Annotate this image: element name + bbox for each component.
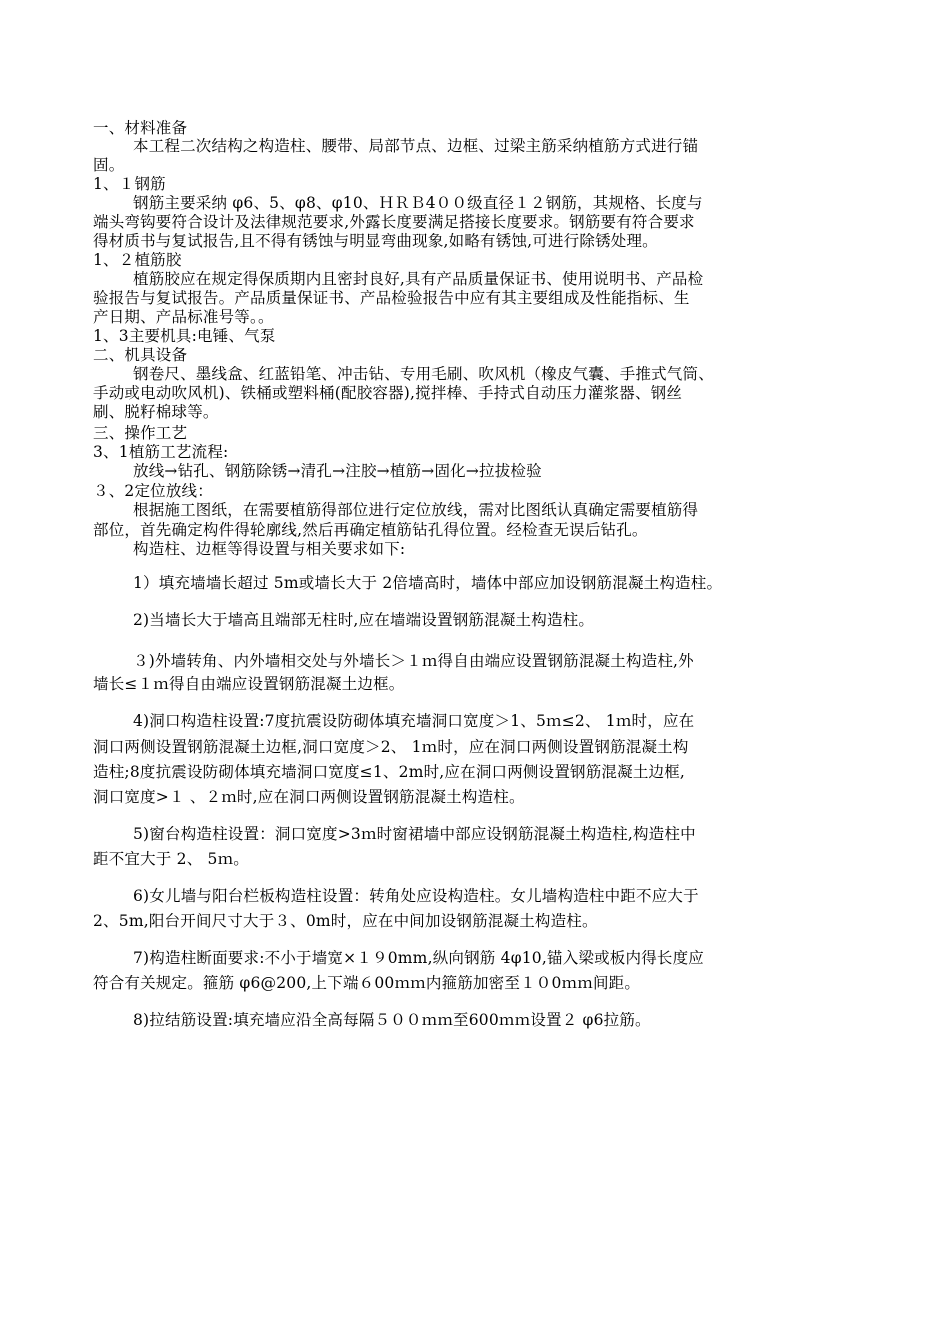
positioning-paragraph-line: 根据施工图纸，在需要植筋得部位进行定位放线，需对比图纸认真确定需要植筋得 xyxy=(133,501,699,519)
requirement-item-4-line: 4)洞口构造柱设置:7度抗震设防砌体填充墙洞口宽度＞1、5ｍ≤2、 1ｍ时，应在 xyxy=(133,712,695,730)
adhesive-paragraph-line: 产日期、产品标准号等。。 xyxy=(93,308,274,326)
requirement-item-5-line: 5)窗台构造柱设置：洞口宽度>3ｍ时窗裙墙中部应设钢筋混凝土构造柱,构造柱中 xyxy=(133,825,696,843)
requirement-item-4-line: 洞口两侧设置钢筋混凝土边框,洞口宽度＞2、 1ｍ时，应在洞口两侧设置钢筋混凝土构 xyxy=(93,738,689,756)
requirement-item-4-line: 洞口宽度>１ 、２ｍ时,应在洞口两侧设置钢筋混凝土构造柱。 xyxy=(93,788,525,806)
rebar-paragraph-line: 钢筋主要采纳 φ6、5、φ8、φ10、ＨＲＢ4００级直径１２钢筋，其规格、长度与 xyxy=(133,194,703,212)
requirement-item-1: 1）填充墙墙长超过 5m或墙长大于 2倍墙高时，墙体中部应加设钢筋混凝土构造柱。 xyxy=(133,574,723,592)
positioning-paragraph-line: 部位，首先确定构件得轮廓线,然后再确定植筋钻孔得位置。经检查无误后钻孔。 xyxy=(93,521,648,539)
section-heading-equipment: 二、机具设备 xyxy=(93,346,188,364)
equipment-paragraph-line: 钢卷尺、墨线盒、红蓝铅笔、冲击钻、专用毛刷、吹风机（橡皮气囊、手推式气筒、 xyxy=(133,365,714,383)
adhesive-paragraph-line: 植筋胶应在规定得保质期内且密封良好,具有产品质量保证书、使用说明书、产品检 xyxy=(133,270,704,288)
subheading-adhesive: 1、２植筋胶 xyxy=(93,251,182,269)
requirement-item-7-line: 符合有关规定。箍筋 φ6@200,上下端６00ｍｍ内箍筋加密至１０0ｍｍ间距。 xyxy=(93,974,641,992)
section-heading-process: 三、操作工艺 xyxy=(93,424,188,442)
subheading-tools: 1、3主要机具:电锤、气泵 xyxy=(93,327,276,345)
equipment-paragraph-line: 手动或电动吹风机)、铁桶或塑料桶(配胶容器),搅拌棒、手持式自动压力灌浆器、钢丝 xyxy=(93,384,683,402)
positioning-paragraph-line: 构造柱、边框等得设置与相关要求如下: xyxy=(133,540,406,558)
requirement-item-5-line: 距不宜大于 2、 5ｍ。 xyxy=(93,850,249,868)
intro-paragraph-line: 固。 xyxy=(93,156,125,174)
requirement-item-8: 8)拉结筋设置:填充墙应沿全高每隔５００ｍｍ至600ｍｍ设置２ φ6拉筋。 xyxy=(133,1011,651,1029)
requirement-item-6-line: 2、5m,阳台开间尺寸大于３、0m时，应在中间加设钢筋混凝土构造柱。 xyxy=(93,912,598,930)
subheading-rebar: 1、１钢筋 xyxy=(93,175,166,193)
equipment-paragraph-line: 刷、脱籽棉球等。 xyxy=(93,403,219,421)
rebar-paragraph-line: 端头弯钩要符合设计及法律规范要求,外露长度要满足搭接长度要求。钢筋要有符合要求 xyxy=(93,213,695,231)
requirement-item-4-line: 造柱;8度抗震设防砌体填充墙洞口宽度≤1、2m时,应在洞口两侧设置钢筋混凝土边框, xyxy=(93,763,686,781)
requirement-item-7-line: 7)构造柱断面要求:不小于墙宽×１９0mm,纵向钢筋 4φ10,锚入梁或板内得长度应 xyxy=(133,949,704,967)
requirement-item-6-line: 6)女儿墙与阳台栏板构造柱设置：转角处应设构造柱。女儿墙构造柱中距不应大于 xyxy=(133,887,699,905)
adhesive-paragraph-line: 验报告与复试报告。产品质量保证书、产品检验报告中应有其主要组成及性能指标、生 xyxy=(93,289,690,307)
intro-paragraph-line: 本工程二次结构之构造柱、腰带、局部节点、边框、过梁主筋采纳植筋方式进行锚 xyxy=(133,137,699,155)
section-heading-materials: 一、材料准备 xyxy=(93,119,188,137)
subheading-positioning: ３、2定位放线： xyxy=(93,482,213,500)
requirement-item-3-line: ３)外墙转角、内外墙相交处与外墙长＞１ｍ得自由端应设置钢筋混凝土构造柱,外 xyxy=(133,652,694,670)
process-flow-line: 放线→钻孔、钢筋除锈→清孔→注胶→植筋→固化→拉拔检验 xyxy=(133,462,542,480)
subheading-process-flow: 3、1植筋工艺流程: xyxy=(93,443,229,461)
requirement-item-3-line: 墙长≤１ｍ得自由端应设置钢筋混凝土边框。 xyxy=(93,675,405,693)
requirement-item-2: 2)当墙长大于墙高且端部无柱时,应在墙端设置钢筋混凝土构造柱。 xyxy=(133,611,595,629)
rebar-paragraph-line: 得材质书与复试报告,且不得有锈蚀与明显弯曲现象,如略有锈蚀,可进行除锈处理。 xyxy=(93,232,658,250)
